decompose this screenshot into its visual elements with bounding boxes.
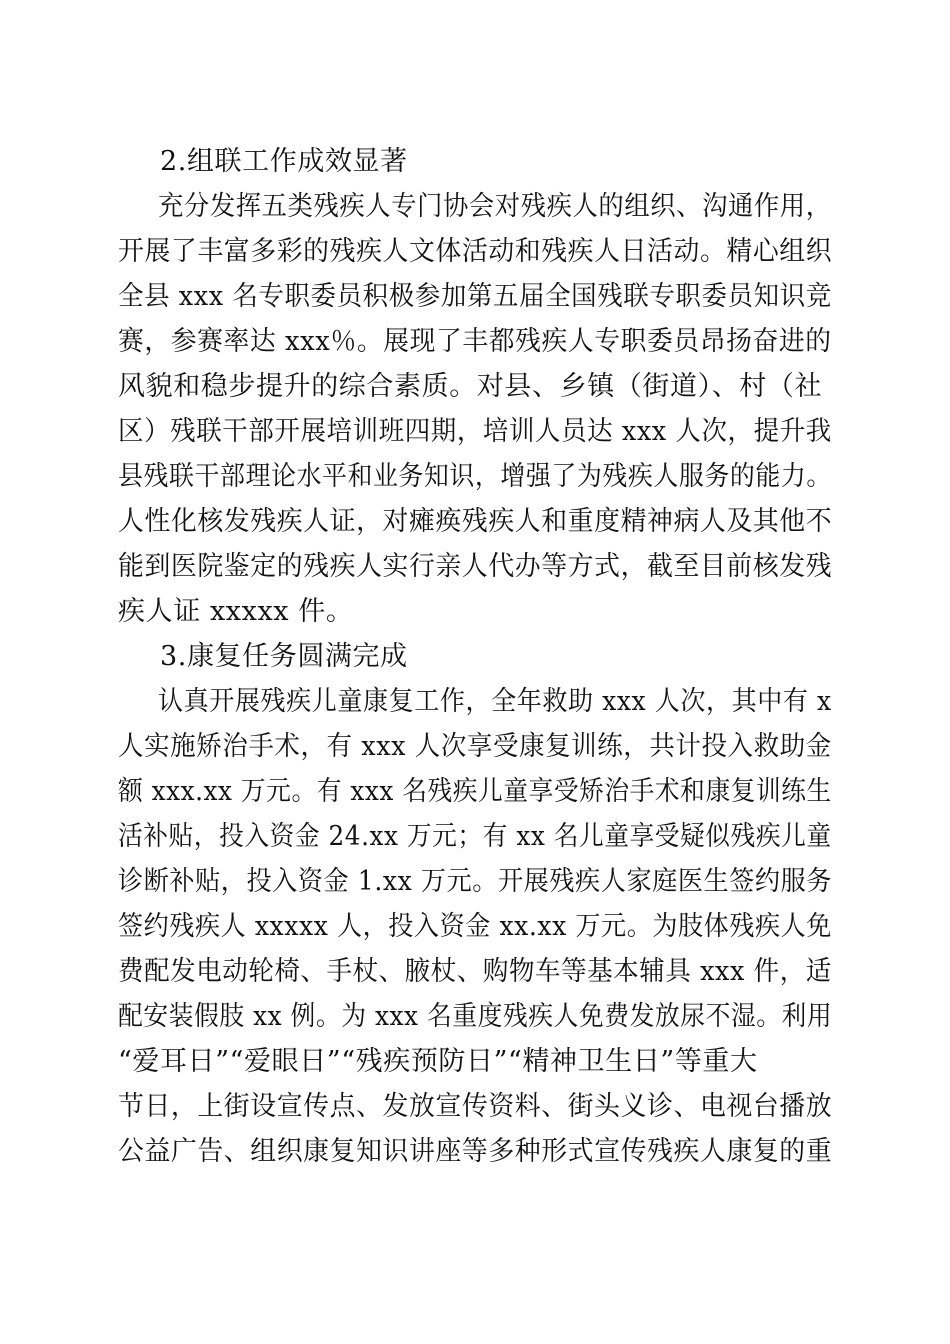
- section-heading: 2.组联工作成效显著: [160, 146, 408, 177]
- paragraph-line: 签约残疾人 xxxxx 人，投入资金 xx.xx 万元。为肢体残疾人免: [118, 911, 832, 942]
- paragraph-line: 风貌和稳步提升的综合素质。对县、乡镇（街道）、村（社: [118, 371, 823, 402]
- paragraph-line: 人实施矫治手术，有 xxx 人次享受康复训练，共计投入救助金: [118, 731, 832, 762]
- paragraph-line: 充分发挥五类残疾人专门协会对残疾人的组织、沟通作用，: [158, 191, 832, 222]
- paragraph-line: “爱耳日”“爱眼日”“残疾预防日”“精神卫生日”等重大: [118, 1046, 758, 1077]
- paragraph-line: 赛，参赛率达 xxx％。展现了丰都残疾人专职委员昂扬奋进的: [118, 326, 832, 357]
- paragraph-line: 区）残联干部开展培训班四期，培训人员达 xxx 人次，提升我: [118, 416, 832, 447]
- paragraph-line: 人性化核发残疾人证，对瘫痪残疾人和重度精神病人及其他不: [118, 506, 833, 537]
- paragraph-line: 节日，上街设宣传点、发放宣传资料、街头义诊、电视台播放: [118, 1091, 833, 1122]
- section-heading: 3.康复任务圆满完成: [160, 641, 408, 672]
- paragraph-line: 能到医院鉴定的残疾人实行亲人代办等方式，截至目前核发残: [118, 551, 833, 582]
- paragraph-line: 额 xxx.xx 万元。有 xxx 名残疾儿童享受矫治手术和康复训练生: [118, 776, 832, 807]
- paragraph-line: 县残联干部理论水平和业务知识，增强了为残疾人服务的能力。: [118, 461, 832, 492]
- paragraph-line: 全县 xxx 名专职委员积极参加第五届全国残联专职委员知识竞: [118, 281, 832, 312]
- paragraph-line: 活补贴，投入资金 24.xx 万元；有 xx 名儿童享受疑似残疾儿童: [118, 821, 832, 852]
- paragraph-line: 配安装假肢 xx 例。为 xxx 名重度残疾人免费发放尿不湿。利用: [118, 1001, 833, 1032]
- paragraph-line: 公益广告、组织康复知识讲座等多种形式宣传残疾人康复的重: [118, 1136, 833, 1167]
- paragraph-line: 开展了丰富多彩的残疾人文体活动和残疾人日活动。精心组织: [118, 236, 833, 267]
- paragraph-line: 费配发电动轮椅、手杖、腋杖、购物车等基本辅具 xxx 件，适: [118, 956, 832, 987]
- paragraph-line: 认真开展残疾儿童康复工作，全年救助 xxx 人次，其中有 x: [158, 686, 832, 717]
- paragraph-line: 诊断补贴，投入资金 1.xx 万元。开展残疾人家庭医生签约服务: [118, 866, 832, 897]
- paragraph-line: 疾人证 xxxxx 件。: [118, 596, 354, 627]
